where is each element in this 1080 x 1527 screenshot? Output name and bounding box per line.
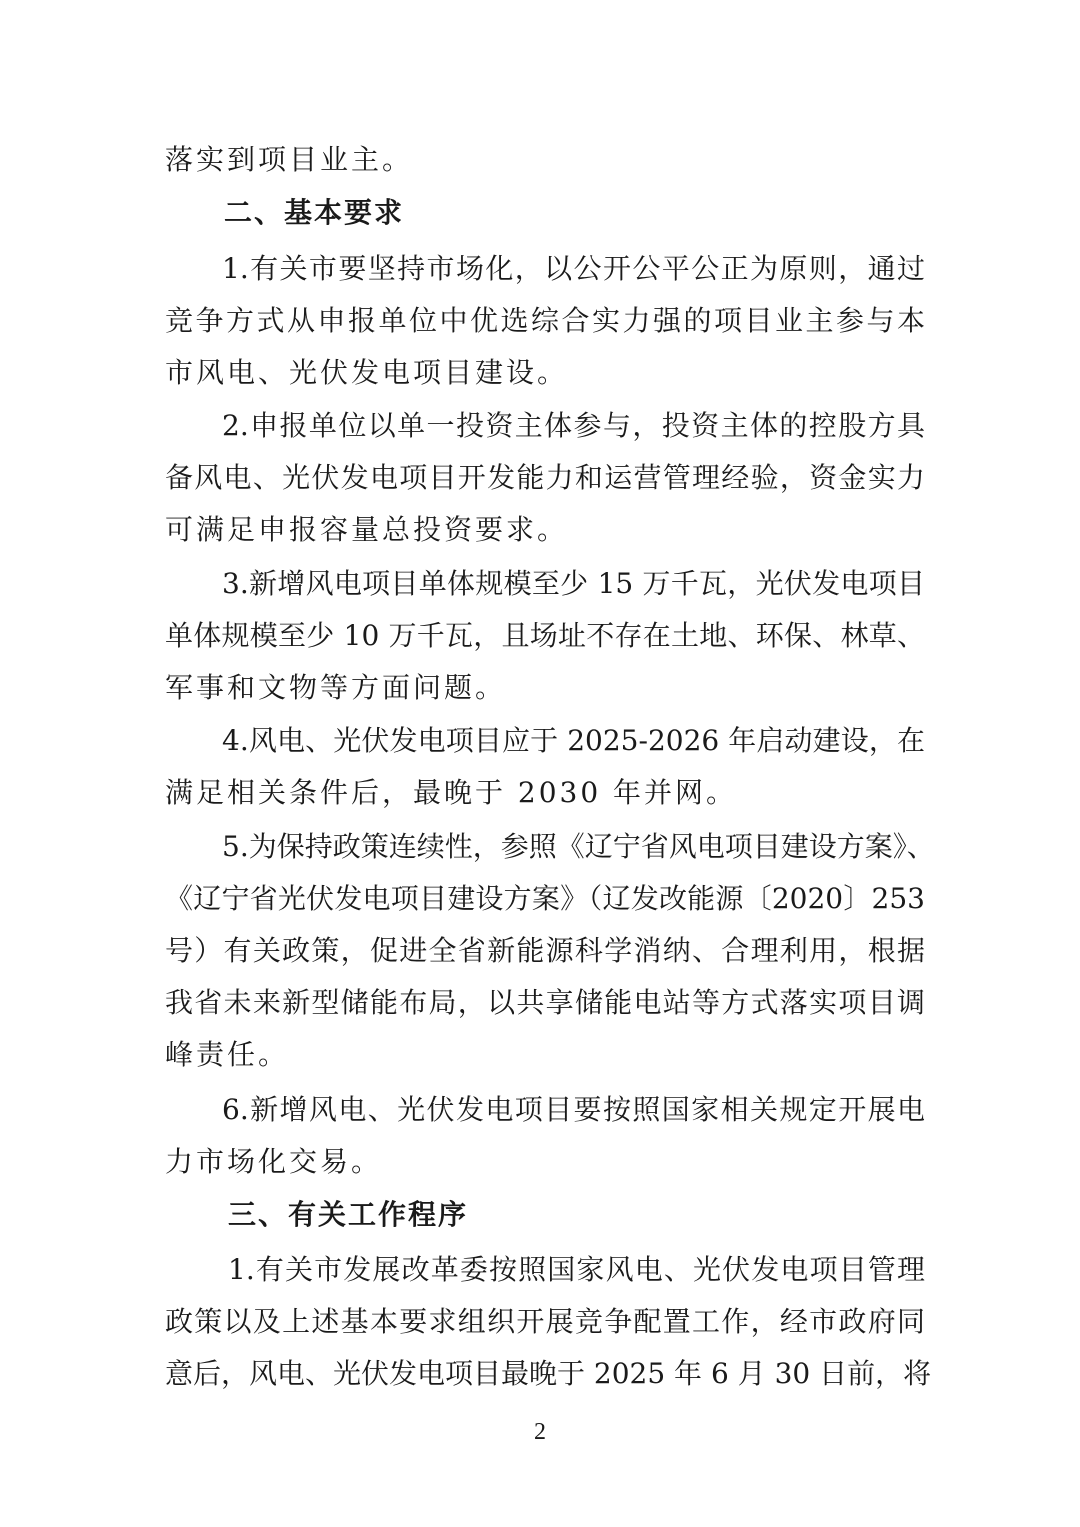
body-text-line: 1.有关市发展改革委按照国家风电、光伏发电项目管理 [228,1253,925,1286]
body-text-line: 单体规模至少 10 万千瓦，且场址不存在土地、环保、林草、 [165,619,925,652]
body-text-line: 力市场化交易。 [165,1145,383,1178]
body-text-line: 军事和文物等方面问题。 [165,671,507,704]
body-text-line: 政策以及上述基本要求组织开展竞争配置工作，经市政府同 [165,1305,925,1338]
body-text-line: 2.申报单位以单一投资主体参与，投资主体的控股方具 [222,409,925,442]
body-text-line: 市风电、光伏发电项目建设。 [165,356,569,389]
body-text-line: 3.新增风电项目单体规模至少 15 万千瓦，光伏发电项目 [222,567,925,600]
section-heading-work-procedure: 三、有关工作程序 [228,1198,469,1231]
body-text-line: 《辽宁省光伏发电项目建设方案》（辽发改能源〔2020〕253 [165,882,925,915]
body-text-line: 落实到项目业主。 [165,143,414,176]
body-text-line: 5.为保持政策连续性，参照《辽宁省风电项目建设方案》、 [222,830,935,863]
section-heading-basic-requirements: 二、基本要求 [224,196,405,229]
body-text-line: 意后，风电、光伏发电项目最晚于 2025 年 6 月 30 日前，将 [165,1357,932,1390]
body-text-line: 号）有关政策，促进全省新能源科学消纳、合理利用，根据 [165,934,925,967]
body-text-line: 6.新增风电、光伏发电项目要按照国家相关规定开展电 [222,1093,925,1126]
body-text-line: 1.有关市要坚持市场化，以公开公平公正为原则，通过 [222,252,925,285]
page-number: 2 [534,1419,546,1445]
body-text-line: 竞争方式从申报单位中优选综合实力强的项目业主参与本 [165,304,925,337]
body-text-line: 4.风电、光伏发电项目应于 2025-2026 年启动建设，在 [222,724,925,757]
body-text-line: 可满足申报容量总投资要求。 [165,513,569,546]
body-text-line: 我省未来新型储能布局，以共享储能电站等方式落实项目调 [165,986,925,1019]
body-text-line: 满足相关条件后，最晚于 2030 年并网。 [165,776,738,809]
body-text-line: 备风电、光伏发电项目开发能力和运营管理经验，资金实力 [165,461,925,494]
body-text-line: 峰责任。 [165,1038,290,1071]
